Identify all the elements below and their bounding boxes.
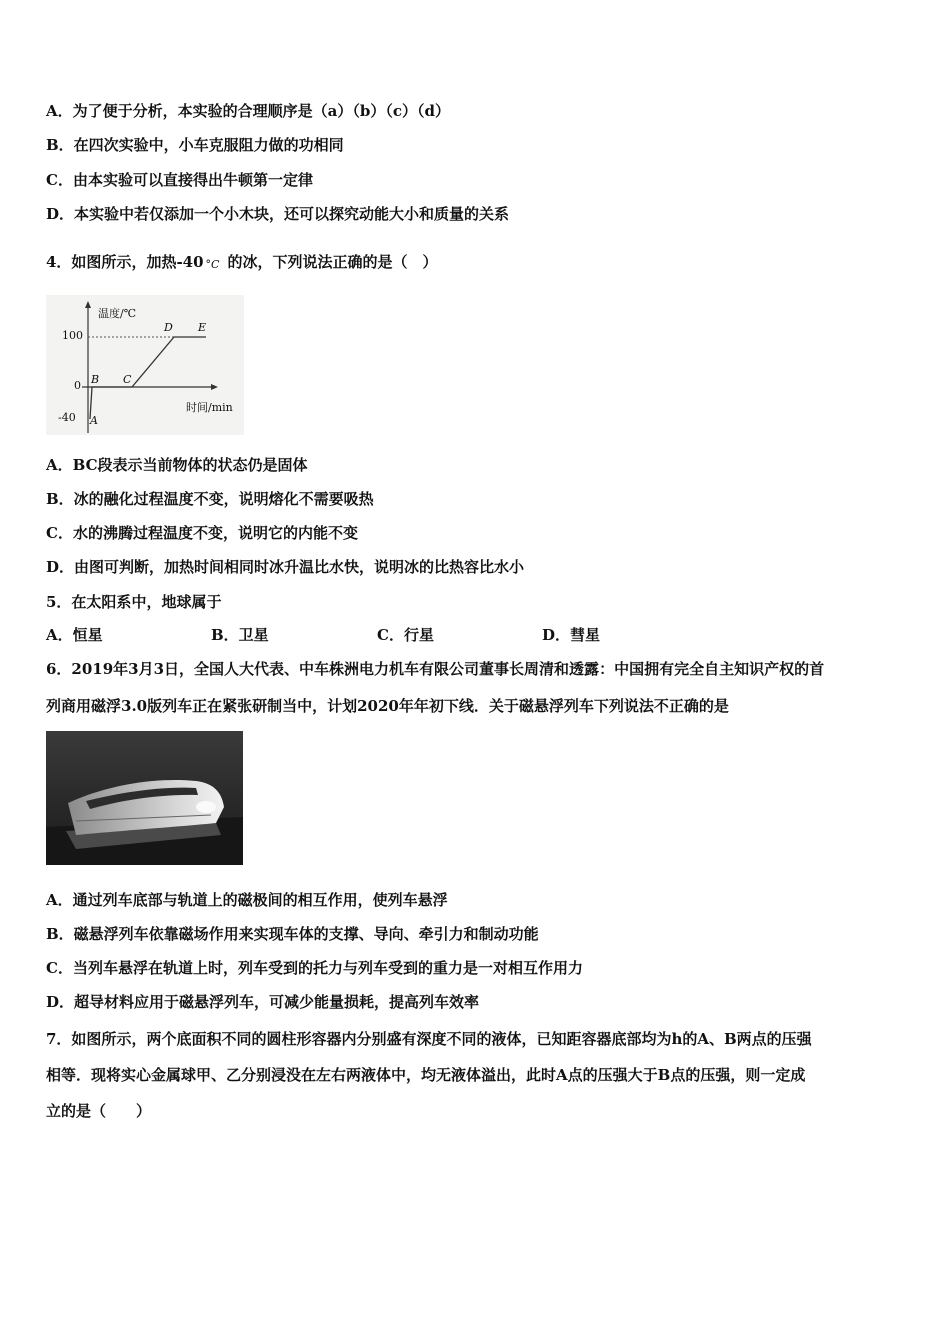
q4-option-a: A．BC段表示当前物体的状态仍是固体 <box>46 456 308 474</box>
graph-tick-100: 100 <box>62 329 83 342</box>
temperature-time-graph <box>46 295 244 435</box>
q3-option-c: C．由本实验可以直接得出牛顿第一定律 <box>46 171 313 189</box>
q4-option-c: C．水的沸腾过程温度不变，说明它的内能不变 <box>46 524 358 542</box>
maglev-train-photo <box>46 731 243 865</box>
graph-point-e: E <box>198 321 207 334</box>
q4-stem <box>46 252 438 272</box>
q4-option-d: D．由图可判断，加热时间相同时冰升温比水快，说明冰的比热容比水小 <box>46 558 525 576</box>
q4-option-b: B．冰的融化过程温度不变，说明熔化不需要吸热 <box>46 490 374 508</box>
q7-line1: 7．如图所示，两个底面积不同的圆柱形容器内分别盛有深度不同的液体，已知距容器底部均为h的A、B两点的压强 <box>46 1030 812 1048</box>
graph-ylabel: 温度/℃ <box>98 307 137 320</box>
q5-options <box>46 625 906 645</box>
q6-option-c: C．当列车悬浮在轨道上时，列车受到的托力与列车受到的重力是一对相互作用力 <box>46 959 583 977</box>
q3-option-a: A．为了便于分析，本实验的合理顺序是（a）（b）（c）（d） <box>46 102 450 120</box>
graph-tick-0: 0 <box>74 379 81 392</box>
graph-xlabel: 时间/min <box>186 401 233 414</box>
q7-line2: 相等．现将实心金属球甲、乙分别浸没在左右两液体中，均无液体溢出，此时A点的压强大于B点的压强，则一定成 <box>46 1066 806 1084</box>
q6-option-a: A．通过列车底部与轨道上的磁极间的相互作用，使列车悬浮 <box>46 891 448 909</box>
q6-option-b: B．磁悬浮列车依靠磁场作用来实现车体的支撑、导向、牵引力和制动功能 <box>46 925 539 943</box>
q4-unit: °C <box>205 258 220 271</box>
q4-stem-after: 的冰，下列说法正确的是（ ） <box>227 253 438 271</box>
q6-stem-line1: 6．2019年3月3日，全国人大代表、中车株洲电力机车有限公司董事长周清和透露：中国拥有完全自主知识产权的首 <box>46 660 825 678</box>
graph-point-c: C <box>123 373 132 386</box>
graph-point-d: D <box>164 321 173 334</box>
graph-point-b: B <box>91 373 100 386</box>
q5-option-b: B．卫星 <box>211 626 269 644</box>
q5-stem: 5．在太阳系中，地球属于 <box>46 593 222 611</box>
q4-stem-before: 4．如图所示，加热-40 <box>46 253 204 271</box>
q6-stem-line2: 列商用磁浮3.0版列车正在紧张研制当中，计划2020年年初下线．关于磁悬浮列车下列说法不正确的是 <box>46 697 729 715</box>
q6-option-d: D．超导材料应用于磁悬浮列车，可减少能量损耗，提高列车效率 <box>46 993 480 1011</box>
q5-option-d: D．彗星 <box>542 626 601 644</box>
q3-option-b: B．在四次实验中，小车克服阻力做的功相同 <box>46 136 344 154</box>
q7-line3: 立的是（ ） <box>46 1102 152 1120</box>
q3-option-d: D．本实验中若仅添加一个小木块，还可以探究动能大小和质量的关系 <box>46 205 510 223</box>
q5-option-c: C．行星 <box>377 626 434 644</box>
graph-point-a: A <box>90 414 98 427</box>
graph-tick-minus40: -40 <box>58 411 76 424</box>
q5-option-a: A．恒星 <box>46 626 103 644</box>
